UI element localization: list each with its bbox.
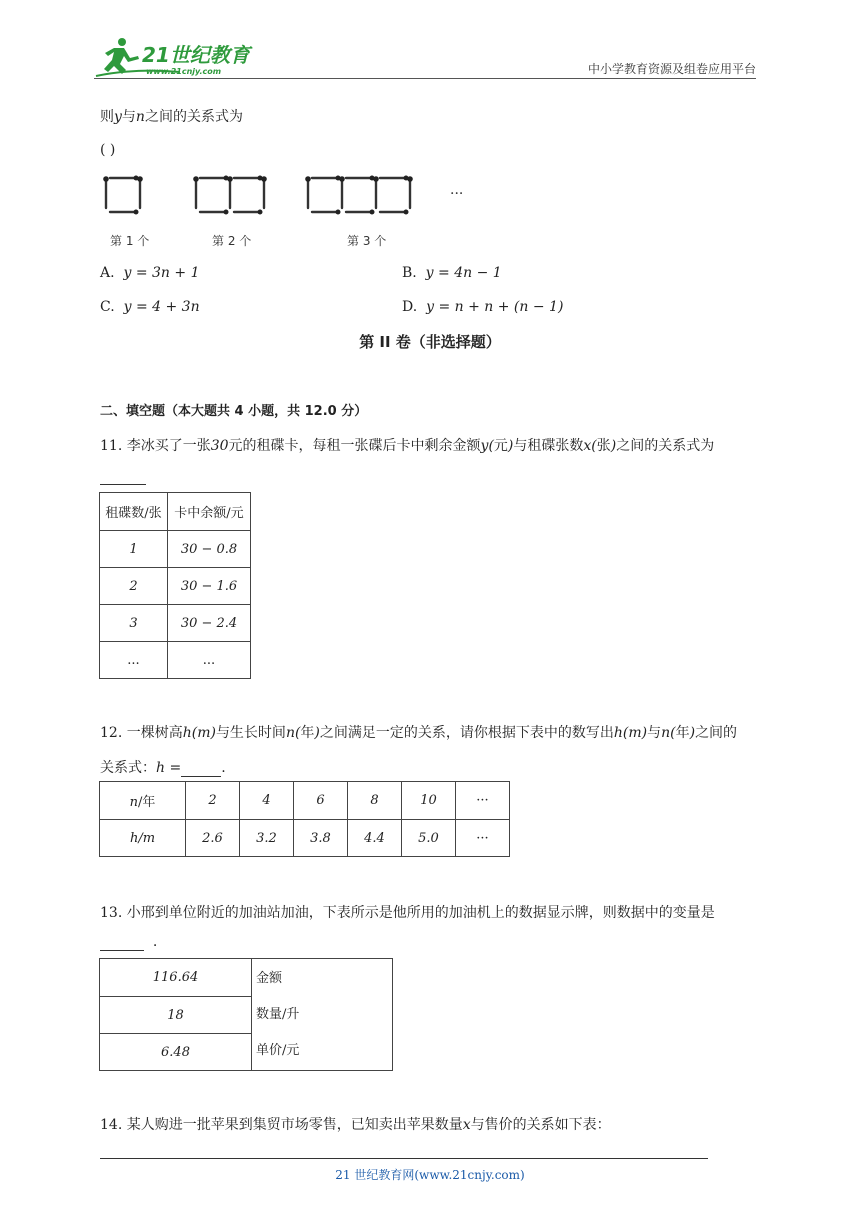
q10-stem: 则y与n之间的关系式为 (100, 109, 243, 125)
logo-text: 21世纪教育 (142, 43, 250, 67)
figure-label-3: 第 3 个 (347, 234, 387, 248)
figure-ellipsis: ··· (450, 186, 464, 202)
table-header: 租碟数/张 (100, 493, 168, 531)
q13-table (99, 958, 393, 1071)
figure-label-1: 第 1 个 (110, 234, 150, 248)
q12-stem: 12. 一棵树高h(m)与生长时间n(年)之间满足一定的关系，请你根据下表中的数写出h(m)与n(年)之间的 (100, 725, 738, 741)
table-cell: 10 (402, 782, 456, 820)
footer-link[interactable]: 21 世纪教育网(www.21cnjy.com) (335, 1168, 525, 1182)
table-label-cell: 金额 数量/升 单价/元 (252, 959, 393, 1071)
option-a: A. y = 3n + 1 (100, 265, 200, 281)
table-cell: ··· (456, 820, 510, 857)
q11-table (99, 492, 251, 679)
section-title: 第 II 卷（非选择题） (359, 333, 501, 351)
table-cell: 1 (100, 531, 168, 568)
logo (94, 36, 264, 78)
q12-answer-blank[interactable] (181, 760, 221, 777)
table-cell: 6 (294, 782, 348, 820)
table-cell: ... (100, 642, 168, 679)
q10-answer-paren: ( ) (100, 142, 116, 158)
q13-answer-blank[interactable] (100, 934, 144, 951)
q13-stem: 13. 小邢到单位附近的加油站加油，下表所示是他所用的加油机上的数据显示牌，则数据中的变量是 (100, 905, 715, 921)
footer-divider (100, 1158, 708, 1159)
table-cell: 5.0 (402, 820, 456, 857)
table-cell: 116.64 (100, 959, 252, 997)
figure-label-2: 第 2 个 (212, 234, 252, 248)
table-cell: 2.6 (186, 820, 240, 857)
option-d: D. y = n + n + (n − 1) (402, 299, 564, 315)
table-cell: 30 − 1.6 (168, 568, 251, 605)
table-cell: 2 (186, 782, 240, 820)
table-cell: 4 (240, 782, 294, 820)
option-b: B. y = 4n − 1 (402, 265, 502, 281)
table-header: 卡中余额/元 (168, 493, 251, 531)
header-platform-text: 中小学教育资源及组卷应用平台 (587, 62, 756, 76)
table-header: n/年 (100, 782, 186, 820)
q12-line2: 关系式：h = . (100, 760, 226, 776)
table-cell: ... (168, 642, 251, 679)
q13-line2: . (100, 934, 157, 951)
table-cell: 8 (348, 782, 402, 820)
q12-table (99, 781, 510, 857)
q14-stem: 14. 某人购进一批苹果到集贸市场零售，已知卖出苹果数量x与售价的关系如下表： (100, 1117, 611, 1133)
q11-answer-blank[interactable] (100, 484, 146, 485)
table-cell: 2 (100, 568, 168, 605)
table-cell: 3 (100, 605, 168, 642)
option-c: C. y = 4 + 3n (100, 299, 200, 315)
table-cell: 30 − 2.4 (168, 605, 251, 642)
table-cell: 3.8 (294, 820, 348, 857)
table-header: h/m (100, 820, 186, 857)
q11-stem: 11. 李冰买了一张30元的租碟卡，每租一张碟后卡中剩余金额y(元)与租碟张数x(张)之间的关系式为 (100, 438, 715, 454)
header-divider (94, 78, 756, 79)
table-cell: 18 (100, 997, 252, 1034)
logo-url: www.21cnjy.com (146, 67, 222, 76)
matchstick-figure (100, 172, 480, 252)
table-cell: 4.4 (348, 820, 402, 857)
table-cell: 3.2 (240, 820, 294, 857)
part2-heading: 二、填空题（本大题共 4 小题，共 12.0 分） (100, 404, 368, 419)
table-cell: 30 − 0.8 (168, 531, 251, 568)
table-cell: 6.48 (100, 1034, 252, 1071)
table-cell: ··· (456, 782, 510, 820)
